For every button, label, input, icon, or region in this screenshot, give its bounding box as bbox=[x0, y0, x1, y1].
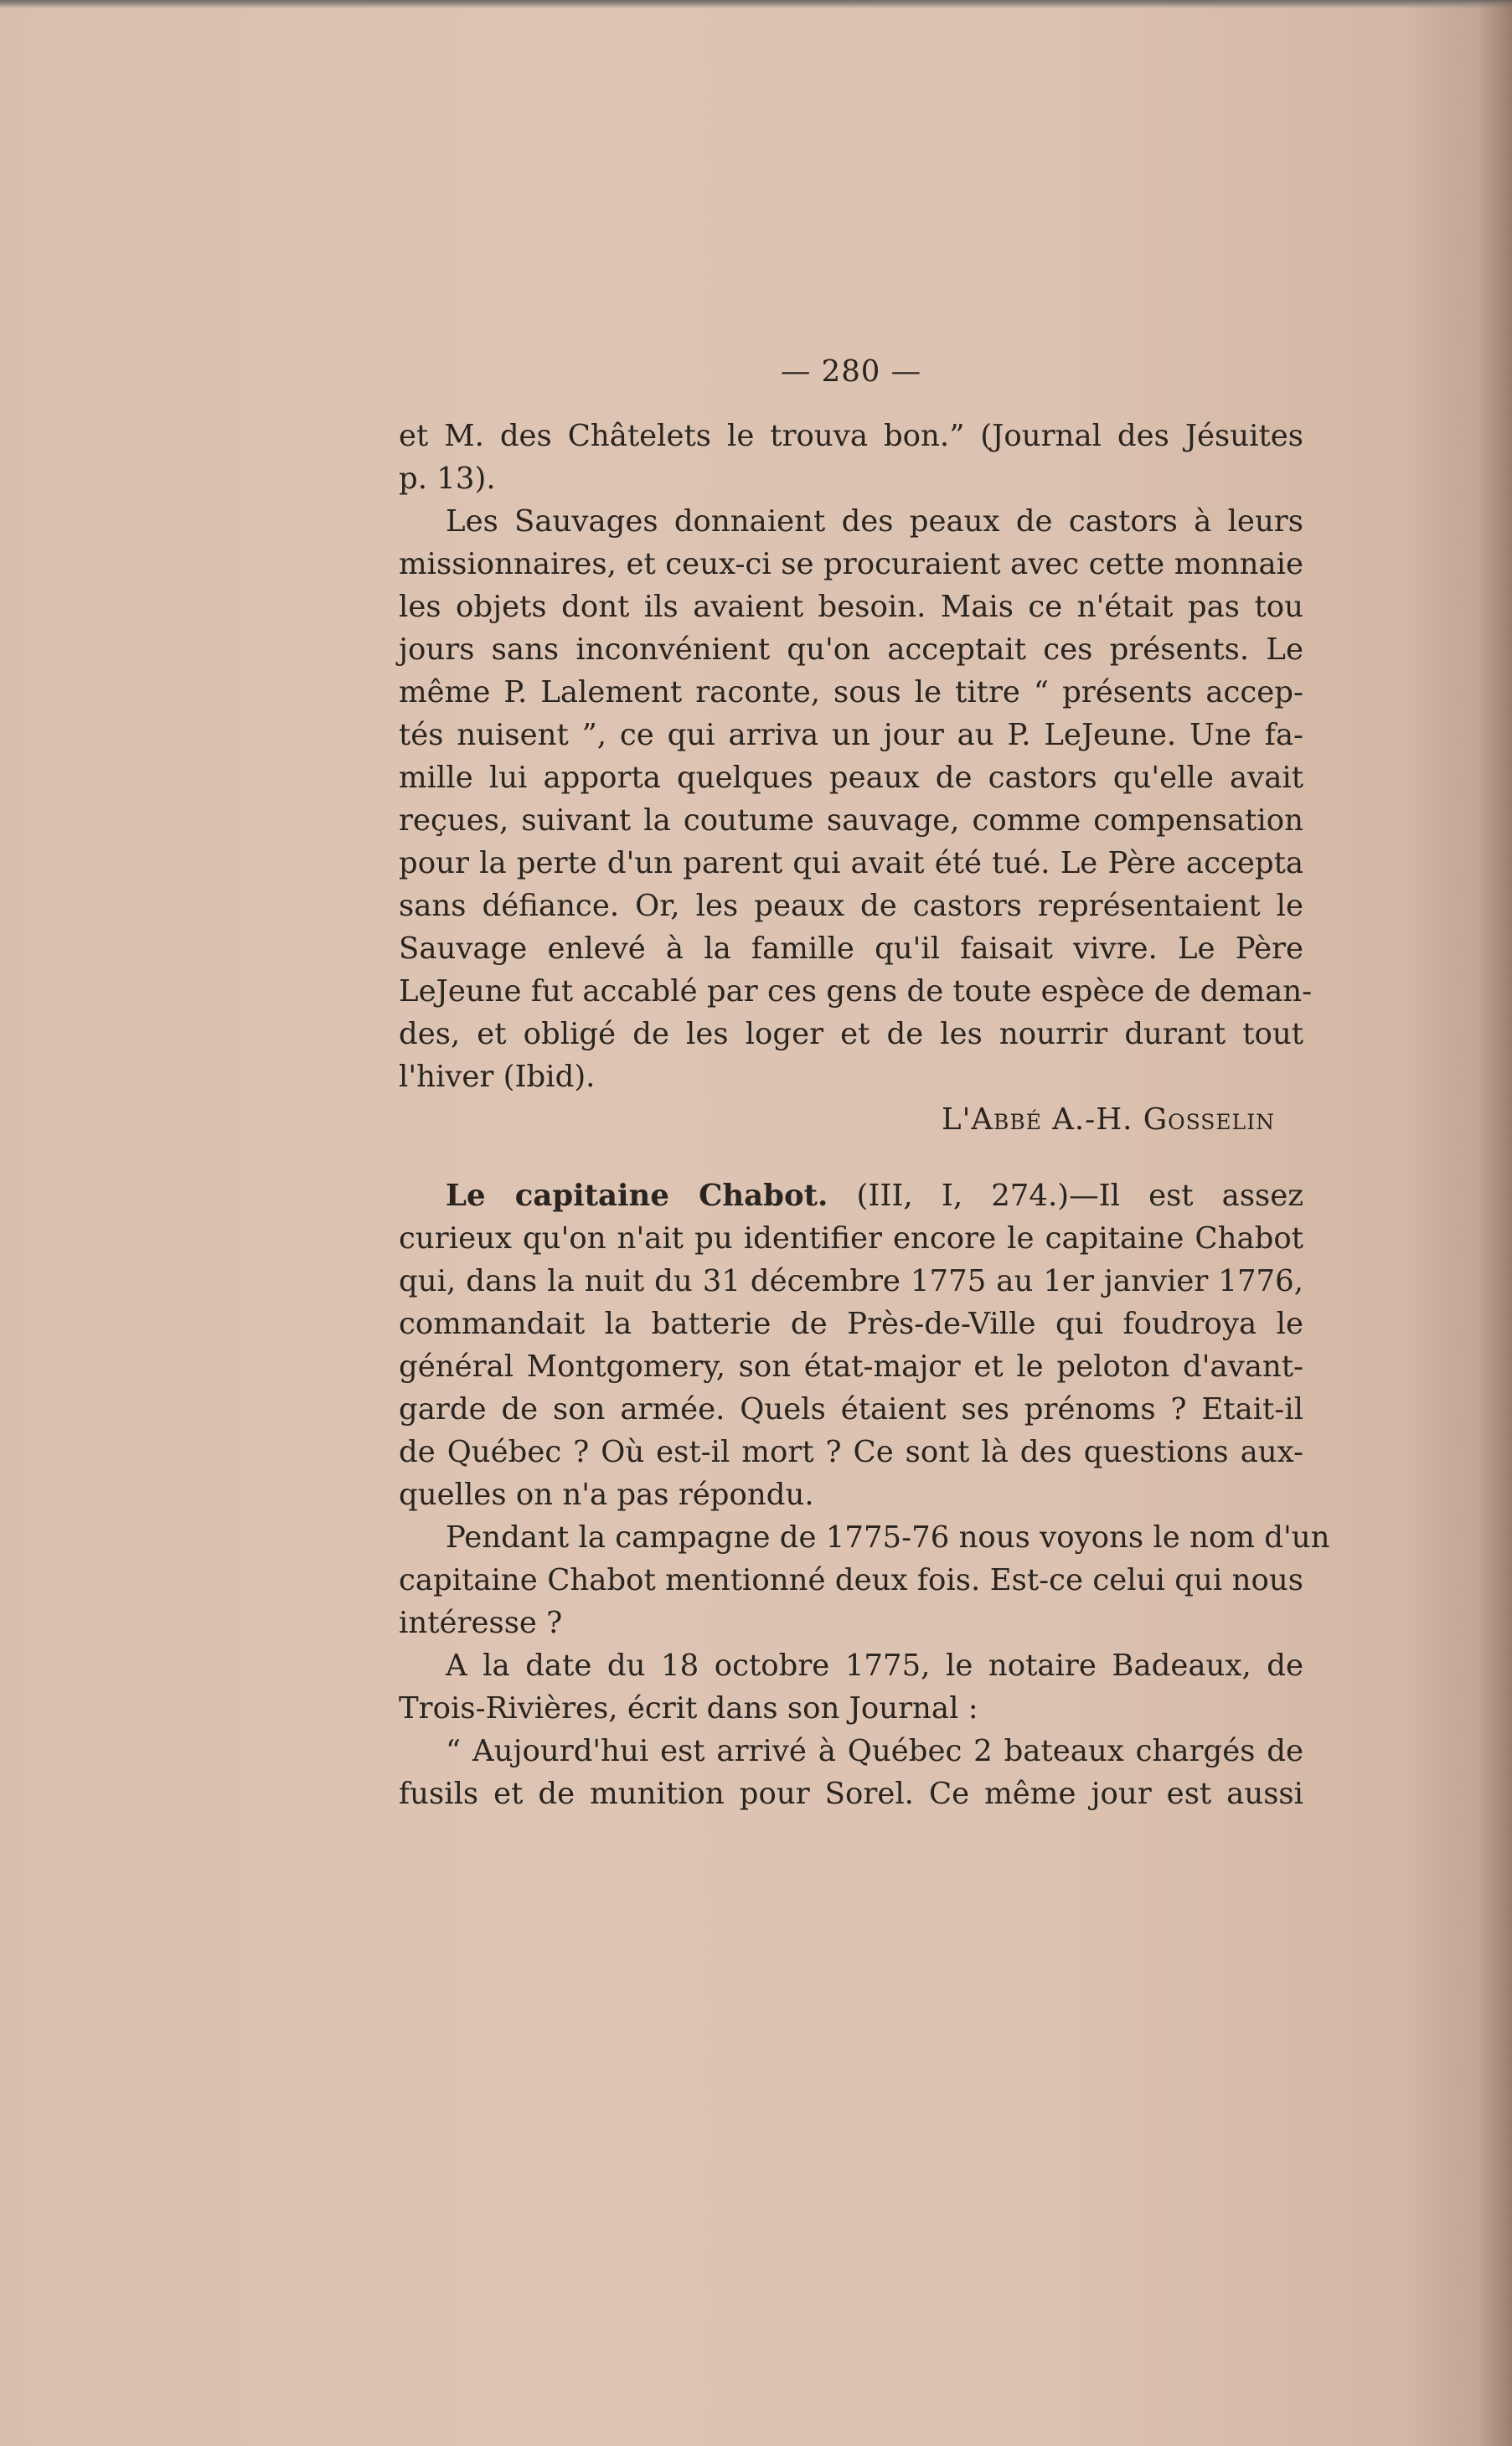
text-line: général Montgomery, son état-major et le peloton d'avant- bbox=[399, 1349, 1303, 1384]
text-line: mille lui apporta quelques peaux de castors qu'elle avait bbox=[399, 761, 1303, 795]
text-line: intéresse ? bbox=[399, 1606, 563, 1640]
text-line: fusils et de munition pour Sorel. Ce même jour est aussi bbox=[399, 1777, 1303, 1811]
text-line: sans défiance. Or, les peaux de castors représentaient le bbox=[399, 889, 1303, 923]
text-line: quelles on n'a pas répondu. bbox=[399, 1478, 814, 1512]
text-line: Pendant la campagne de 1775-76 nous voyons le nom d'un bbox=[446, 1520, 1330, 1555]
text-line: capitaine Chabot mentionné deux fois. Est-ce celui qui nous bbox=[399, 1563, 1303, 1597]
section-heading-rest: (III, I, 274.)—Il est assez bbox=[828, 1179, 1303, 1213]
text-line: les objets dont ils avaient besoin. Mais ce n'était pas tou bbox=[399, 590, 1303, 624]
text-line: qui, dans la nuit du 31 décembre 1775 au 1er janvier 1776, bbox=[399, 1264, 1303, 1298]
text-line: reçues, suivant la coutume sauvage, comme compensation bbox=[399, 803, 1303, 838]
text-line: et M. des Châtelets le trouva bon.” (Journal des Jésuites bbox=[399, 419, 1303, 453]
page-top-edge bbox=[0, 0, 1512, 8]
page-gutter-shadow bbox=[1478, 0, 1512, 2446]
text-line: missionnaires, et ceux-ci se procuraient avec cette monnaie bbox=[399, 547, 1303, 581]
page-number: — 280 — bbox=[780, 354, 922, 389]
text-line: de Québec ? Où est-il mort ? Ce sont là des questions aux- bbox=[399, 1435, 1303, 1469]
text-line: LeJeune fut accablé par ces gens de toute espèce de deman- bbox=[399, 974, 1313, 1009]
section-spacer bbox=[399, 1141, 1303, 1174]
text-line: Trois-Rivières, écrit dans son Journal : bbox=[399, 1691, 978, 1726]
text-line: p. 13). bbox=[399, 462, 496, 496]
author-signature: L'Abbé A.-H. Gosselin bbox=[942, 1102, 1275, 1137]
text-line: pour la perte d'un parent qui avait été tué. Le Père accepta bbox=[399, 846, 1303, 880]
section-heading: Le capitaine Chabot. bbox=[446, 1179, 828, 1213]
text-line: curieux qu'on n'ait pu identifier encore le capitaine Chabot bbox=[399, 1221, 1303, 1256]
text-line: l'hiver (Ibid). bbox=[399, 1060, 596, 1094]
text-line: garde de son armée. Quels étaient ses prénoms ? Etait-il bbox=[399, 1392, 1303, 1427]
text-line: A la date du 18 octobre 1775, le notaire Badeaux, de bbox=[446, 1649, 1303, 1683]
text-line: Les Sauvages donnaient des peaux de castors à leurs bbox=[446, 504, 1303, 539]
text-line: “ Aujourd'hui est arrivé à Québec 2 bateaux chargés de bbox=[446, 1734, 1303, 1768]
text-line: jours sans inconvénient qu'on acceptait ces présents. Le bbox=[399, 632, 1303, 667]
text-line: commandait la batterie de Près-de-Ville qui foudroya le bbox=[399, 1307, 1303, 1341]
text-line: tés nuisent ”, ce qui arriva un jour au P. LeJeune. Une fa- bbox=[399, 718, 1303, 752]
text-line: même P. Lalement raconte, sous le titre “ présents accep- bbox=[399, 675, 1303, 710]
page-text bbox=[399, 350, 1330, 1815]
text-line: des, et obligé de les loger et de les nourrir durant tout bbox=[399, 1017, 1303, 1051]
section-heading-line bbox=[399, 1174, 1303, 1217]
text-line: Sauvage enlevé à la famille qu'il faisait vivre. Le Père bbox=[399, 931, 1303, 966]
